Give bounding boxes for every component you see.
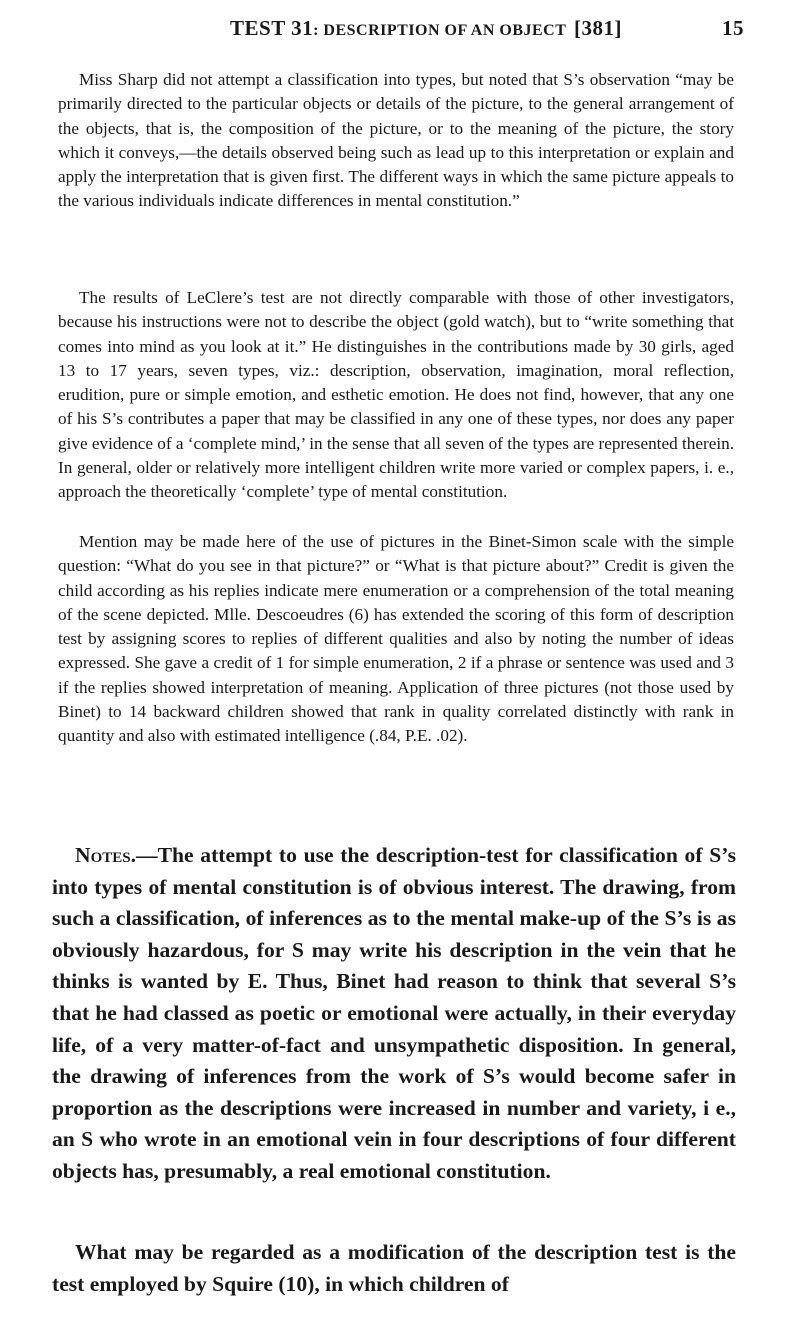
notes-heading: Notes. (75, 843, 137, 867)
paragraph-binet-simon (58, 530, 734, 749)
paragraph-text: What may be regarded as a modification of the description test is the test employed by Squire (10), in which children of (52, 1240, 736, 1296)
page-number: 15 (722, 16, 744, 40)
header-test-name: : DESCRIPTION OF AN OBJECT (313, 22, 567, 39)
paragraph-text (52, 840, 736, 1188)
paragraph-squire (52, 1237, 736, 1300)
paragraph-text: The results of LeClere’s test are not directly comparable with those of other investigators, because his instructions were not to describe the object (gold watch), but to “write something that comes into mind as you look at it.” He distinguishes in the contributions made by 30 girls, aged 13 to 17 years, seven types, viz.: description, observation, imagination, moral reflection, erudition, pure or simple emotion, and esthetic emotion. He does not find, however, that any one of his S’s contributes a paper that may be classified in any one of these types, nor does any paper give evidence of a ‘complete mind,’ in the sense that all seven of the types are represented therein. In general, older or relatively more intelligent children write more varied or complex papers, i. e., approach the theoretically ‘complete’ type of mental constitution. (58, 288, 734, 502)
header-test-title (230, 16, 566, 41)
paragraph-text: Mention may be made here of the use of pictures in the Binet-Simon scale with the simple question: “What do you see in that picture?” or “What is that picture about?” Credit is given the child according as his replies indicate mere enumeration or a comprehension of the total meaning of the scene depicted. Mlle. Descoeudres (6) has extended the scoring of this form of description test by assigning scores to replies of different qualities and also by noting the number of ideas expressed. She gave a credit of 1 for simple enumeration, 2 if a phrase or sentence was used and 3 if the replies showed interpretation of meaning. Application of three pictures (not those used by Binet) to 14 backward children showed that rank in quality correlated distinctly with rank in quantity and also with estimated intelligence (.84, P.E. .02). (58, 532, 734, 746)
notes-body: —The attempt to use the description-test for classification of S’s into types of mental constitution is of obvious interest. The drawing, from such a classification, of inferences as to the mental make-up of the S’s is as obviously hazardous, for S may write his description in the vein that he thinks is wanted by E. Thus, Binet had reason to think that several S’s that he had classed as poetic or emotional were actually, in their everyday life, of a very matter-of-fact and unsympathetic disposition. In general, the drawing of inferences from the work of S’s would become safer in proportion as the descriptions were increased in number and variety, i e., an S who wrote in an emotional vein in four descriptions of four different objects has, presumably, a real emotional constitution. (52, 843, 736, 1183)
paragraph-leclere (58, 286, 734, 505)
header-section-number: [381] (574, 16, 622, 40)
paragraph-notes (52, 840, 736, 1188)
paragraph-text: Miss Sharp did not attempt a classification into types, but noted that S’s observation “may be primarily directed to the particular objects or details of the picture, to the general arrangement of the objects, that is, the composition of the picture, or to the meaning of the picture, the story which it conveys,—the details observed being such as lead up to this interpretation or explain and apply the interpretation that is given first. The different ways in which the same picture appeals to the various individuals indicate differences in mental constitution.” (58, 70, 734, 211)
running-header (0, 16, 800, 56)
paragraph-sharp (58, 68, 734, 214)
header-test-label: TEST 31 (230, 16, 314, 40)
